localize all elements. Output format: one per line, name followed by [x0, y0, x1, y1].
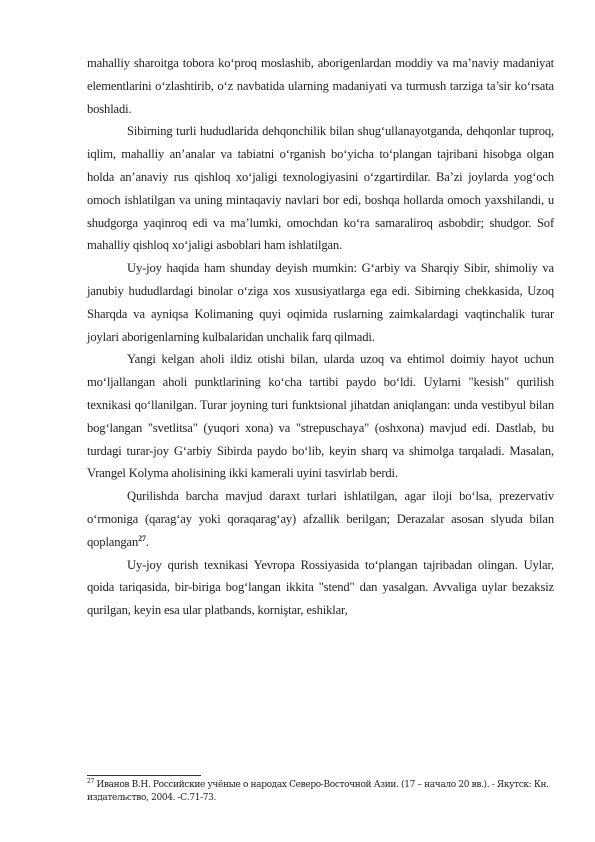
paragraph-housing-regions: Uy-joy haqida ham shunday deyish mumkin: G‘arbiy va Sharqiy Sibir, shimoliy va janubiy hududlardagi binolar o‘ziga xos xususiyatlarga ega edi. Sibirning chekkasida, Uzoq Sharqda va ayniqsa Kolimaning quyi oqimida ruslarning zaimkalardagi vaqtinchalik turar joylari aborigenlarning kulbalaridan unchalik farq qilmadi. [87, 261, 554, 344]
footnote-divider [87, 775, 201, 776]
paragraph-construction-text: Qurilishda barcha mavjud daraxt turlari ishlatilgan, agar iloji bo‘lsa, prezervativ o‘rmoniga (qarag‘ay yoki qoraqarag‘ay) afzallik berilgan; Derazalar asosan slyuda bilan qoplangan [87, 489, 554, 549]
paragraph-agriculture: Sibirning turli hududlarida dehqonchilik bilan shug‘ullanayotganda, dehqonlar tuproq, iqlim, mahalliy an’analar va tabiatni o‘rganish bo‘yicha to‘plangan tajribani hisobga olgan holda an’anaviy rus qishloq xo‘jaligi texnologiyasini o‘zgartirdilar. Ba’zi joylarda yog‘och omoch ishlatilgan va uning mintaqaviy navlari bor edi, boshqa hollarda omoch yaxshilandi, u shudgorga yaqinroq edi va ma’lumki, omochdan ko‘ra samaraliroq asbobdir; shudgor. Sof mahalliy qishloq xo‘jaligi asboblari ham ishlatilgan. [87, 124, 554, 253]
paragraph-construction [87, 485, 554, 553]
footnote-text: Иванов В.Н. Российские учёные о народах Северо-Восточной Азии. (17 – начало 20 вв.). - Якутск: Кн. издательство, 2004. -С.71-73. [87, 780, 549, 803]
footnote [87, 779, 554, 805]
paragraph-settlements: Yangi kelgan aholi ildiz otishi bilan, ularda uzoq va ehtimol doimiy hayot uchun mo‘ljallangan aholi punktlarining ko‘cha tartibi paydo bo‘ldi. Uylarni "kesish" qurilish texnikasi qo‘llanilgan. Turar joyning turi funktsional jihatdan aniqlangan: unda vestibyul bilan bog‘langan "svetlitsa" (yuqori xona) va "strepuschaya" (oshxona) mavjud edi. Dastlab, bu turdagi turar-joy G‘arbiy Sibirda paydo bo‘lib, keyin sharq va shimolga tarqaladi. Masalan, Vrangel Kolyma aholisining ikki kamerali uyini tasvirlab berdi. [87, 352, 554, 481]
paragraph-continuation: mahalliy sharoitga tobora ko‘proq moslashib, aborigenlardan moddiy va ma’naviy madaniyat elementlarini o‘zlashtirib, o‘z navbatida ularning madaniyati va turmush tarziga ta’sir ko‘rsata boshladi. [87, 56, 554, 116]
document-body [87, 52, 554, 622]
paragraph-construction-period: . [145, 534, 149, 549]
footnote-number: 27 [87, 778, 94, 785]
footnote-reference[interactable]: 27 [138, 533, 146, 543]
paragraph-building-technique: Uy-joy qurish texnikasi Yevropa Rossiyasida to‘plangan tajribadan olingan. Uylar, qoida tariqasida, bir-biriga bog‘langan ikkita "stend" dan yasalgan. Avvaliga uylar bezaksiz qurilgan, keyin esa ular platbands, korniştar, eshiklar, [87, 557, 554, 618]
